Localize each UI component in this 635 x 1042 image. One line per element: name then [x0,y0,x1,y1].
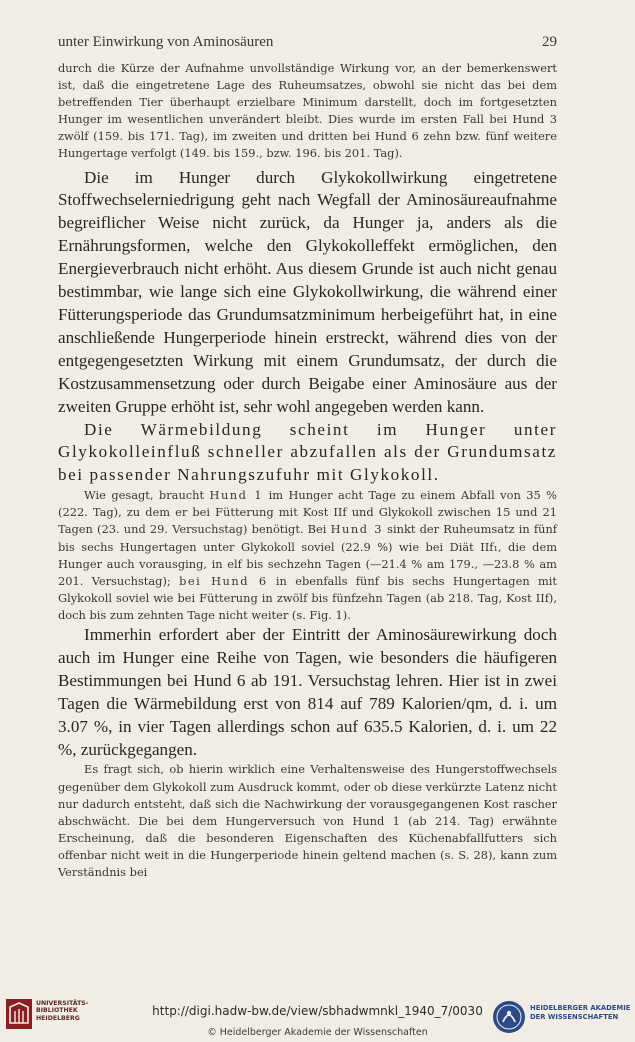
paragraph-2: Die im Hunger durch Glykokollwirkung eingetretene Stoffwechselerniedrigung geht nach Wegfall der Aminosäureaufnahme begreiflicher Weise nicht zurück, da Hunger ja, anders als die Ernährungsformen, welche den Glykokolleffekt ermöglichen, den Energieverbrauch nicht erhöht. Aus diesem Grunde ist auch nicht genau bestimmbar, wie lange sich eine Glykokollwirkung, die während einer Fütterungsperiode das Grundumsatzminimum herbeigeführt hat, in eine anschließende Hungerperiode hinein erstreckt, während dies von der entgegengesetzten Wirkung mit einem Grundumsatz, der durch die Kostzusammensetzung oder durch Beigabe einer Aminosäure aus der zweiten Gruppe erhöht ist, sehr wohl angegeben werden kann. [58,167,557,416]
digitization-footer [0,992,635,1042]
academy-name [530,1004,630,1022]
paragraph-3-emphasis: Die Wärmebildung scheint im Hunger unter Glykokolleinfluß schneller abzufallen als der Grundumsatz bei passender Nahrungszufuhr mit Glykokoll. [58,419,557,485]
paragraph-6: Es fragt sich, ob hierin wirklich eine Verhaltensweise des Hungerstoffwechsels gegenüber dem Glykokoll zum Ausdruck kommt, oder ob diese verkürzte Latenz nicht nur dadurch entsteht, daß sich die Nachwirkung der vorausgegangenen Kost rascher abschwächt. Die bei dem Hungerversuch von Hund 1 (ab 214. Tag) erwähnte Erscheinung, daß die besonderen Eigenschaften des Küchenabfallfutters sich offenbar nicht weit in die Hungerperiode hinein geltend machen (s. S. 28), kann zum Verständnis bei [58,762,557,879]
text-run: im Hunger acht Tage zu einem Abfall von 35 % (222. Tag), zu dem er bei Fütterung mit Kost IIf und Glykokoll zwischen 15 und 21 Tagen (23. und 29. Versuchstag) benötigt. Bei [58,488,558,537]
text-run-spaced: Hund 1 [209,488,264,503]
running-title: unter Einwirkung von Aminosäuren [58,34,274,50]
text-run-spaced: bei Hund 6 [179,573,268,588]
text-run: sinkt der Ruheumsatz in fünf bis sechs Hungertagen unter Glykokoll soviel (22.9 %) wie bei Diät IIf₁, die dem Hunger auch vorausging, in elf bis sechzehn Tagen (—21.4 % am 179., —23.8 % am 201. Versuchstag); [58,522,558,588]
academy-line: DER WISSENSCHAFTEN [530,1013,619,1021]
library-line: BIBLIOTHEK [36,1007,78,1015]
page-number: 29 [542,34,557,50]
permalink-url[interactable]: http://digi.hadw-bw.de/view/sbhadwmnkl_1940_7/0030 [152,1004,483,1018]
academy-logo-icon [492,1000,526,1034]
library-line: UNIVERSITÄTS- [36,1000,89,1007]
academy-line: HEIDELBERGER AKADEMIE [530,1004,631,1012]
paragraph-4 [58,487,557,624]
paragraph-5: Immerhin erfordert aber der Eintritt der Aminosäurewirkung doch auch im Hunger eine Reihe von Tagen, wie besonders die häufigeren Bestimmungen bei Hund 6 ab 191. Versuchstag lehren. Hier ist in zwei Tagen die Wärmebildung erst von 814 auf 789 Kalorien/qm, d. i. um 3.07 %, in vier Tagen allerdings schon auf 635.5 Kalorien, d. i. um 22 %, zurückgegangen. [58,625,557,759]
text-run: in ebenfalls fünf bis sechs Hungertagen mit Glykokoll soviel wie bei Fütterung in zwölf bis fünfzehn Tagen (ab 218. Tag, Kost IIf), doch bis zum zehnten Tage nicht weiter (s. Fig. 1). [58,573,558,622]
copyright-notice: © Heidelberger Akademie der Wissenschaften [207,1027,428,1038]
text-run: Wie gesagt, braucht [84,488,210,503]
text-run-spaced: Hund 3 [330,522,383,537]
paragraph-1: durch die Kürze der Aufnahme unvollständige Wirkung vor, an der bemerkenswert ist, daß die eingetretene Lage des Ruheumsatzes, obwohl sie nicht das bei dem betreffenden Tier überhaupt erzielbare Minimum darstellt, doch im fortgesetzten Hunger im wesentlichen unverändert bleibt. Dies wurde im ersten Fall bei Hund 3 zwölf (159. bis 171. Tag), im zweiten und dritten bei Hund 6 zehn bzw. fünf weitere Hungertage verfolgt (149. bis 159., bzw. 196. bis 201. Tag). [58,61,557,161]
page-body [58,60,557,881]
library-line: HEIDELBERG [36,1014,80,1022]
